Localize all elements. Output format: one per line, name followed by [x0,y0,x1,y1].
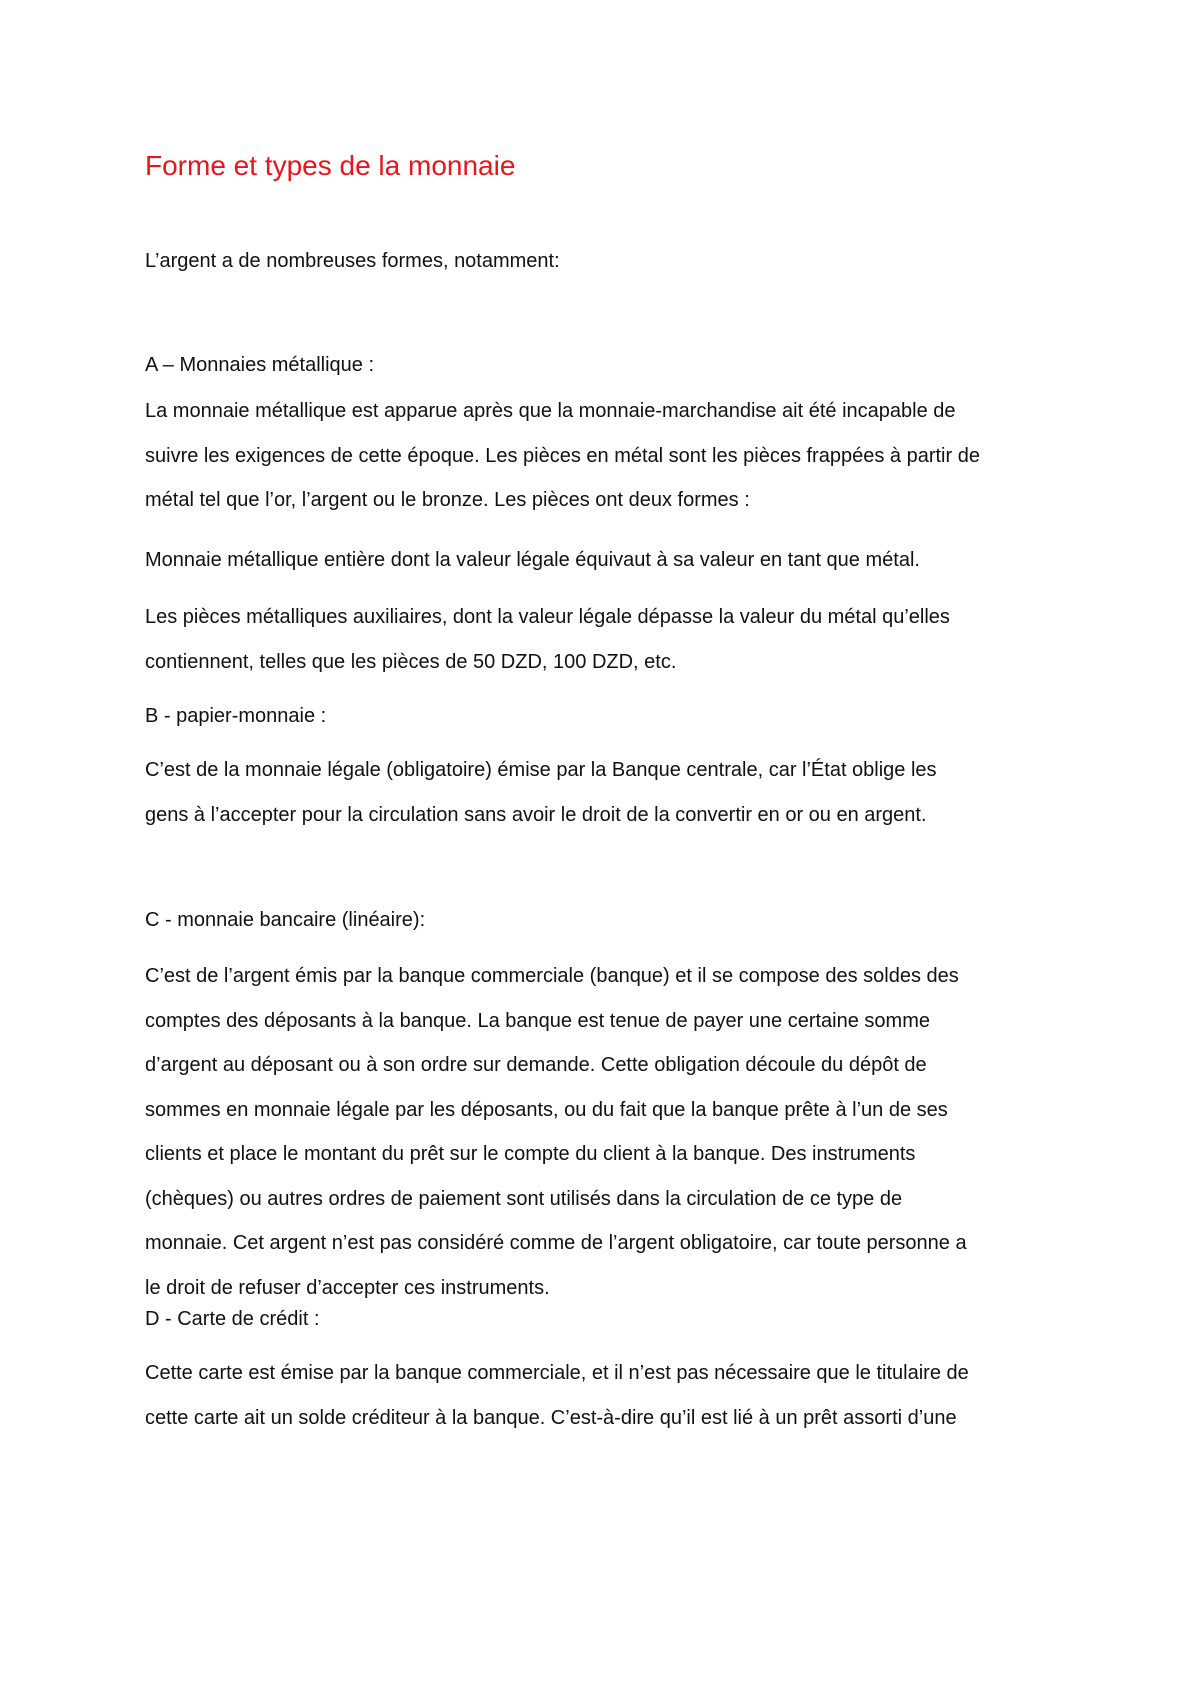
text-line: métal tel que l’or, l’argent ou le bronze. Les pièces ont deux formes : [145,489,750,511]
text-line: clients et place le montant du prêt sur le compte du client à la banque. Des instruments [145,1143,916,1165]
text-line: monnaie. Cet argent n’est pas considéré comme de l’argent obligatoire, car toute personne a [145,1232,967,1254]
text-line: (chèques) ou autres ordres de paiement sont utilisés dans la circulation de ce type de [145,1187,903,1210]
text-line: C’est de la monnaie légale (obligatoire) émise par la Banque centrale, car l’État oblige les [145,759,937,781]
text-line: d’argent au déposant ou à son ordre sur demande. Cette obligation découle du dépôt de [145,1054,927,1076]
section-a-paragraph-3 [145,595,950,684]
text-line: Cette carte est émise par la banque commerciale, et il n’est pas nécessaire que le titulaire de [145,1362,969,1384]
section-c-heading: C - monnaie bancaire (linéaire): [145,909,426,931]
text-line: C’est de l’argent émis par la banque commerciale (banque) et il se compose des soldes des [145,965,959,987]
text-line: suivre les exigences de cette époque. Les pièces en métal sont les pièces frappées à partir de [145,444,980,467]
text-line: contiennent, telles que les pièces de 50 DZD, 100 DZD, etc. [145,650,677,673]
section-c-paragraph-1 [145,954,967,1310]
text-line: sommes en monnaie légale par les déposants, ou du fait que la banque prête à l’un de ses [145,1098,948,1121]
section-b-heading: B - papier-monnaie : [145,705,327,727]
section-b-paragraph-1 [145,748,937,837]
intro-paragraph: L’argent a de nombreuses formes, notamment: [145,250,560,272]
text-line: Les pièces métalliques auxiliaires, dont la valeur légale dépasse la valeur du métal qu’elles [145,606,950,628]
section-d-heading: D - Carte de crédit : [145,1308,320,1330]
text-line: cette carte ait un solde créditeur à la banque. C’est-à-dire qu’il est lié à un prêt assorti d’une [145,1406,957,1429]
text-line: La monnaie métallique est apparue après que la monnaie-marchandise ait été incapable de [145,400,956,422]
text-line: Monnaie métallique entière dont la valeur légale équivaut à sa valeur en tant que métal. [145,549,920,571]
document-title: Forme et types de la monnaie [145,150,516,181]
text-line: le droit de refuser d’accepter ces instruments. [145,1276,550,1299]
text-line: comptes des déposants à la banque. La banque est tenue de payer une certaine somme [145,1009,930,1032]
section-a-paragraph-1 [145,389,980,523]
section-d-paragraph-1 [145,1351,969,1440]
section-a-paragraph-2 [145,538,920,583]
section-a-heading: A – Monnaies métallique : [145,354,375,376]
text-line: gens à l’accepter pour la circulation sans avoir le droit de la convertir en or ou en argent. [145,803,927,826]
